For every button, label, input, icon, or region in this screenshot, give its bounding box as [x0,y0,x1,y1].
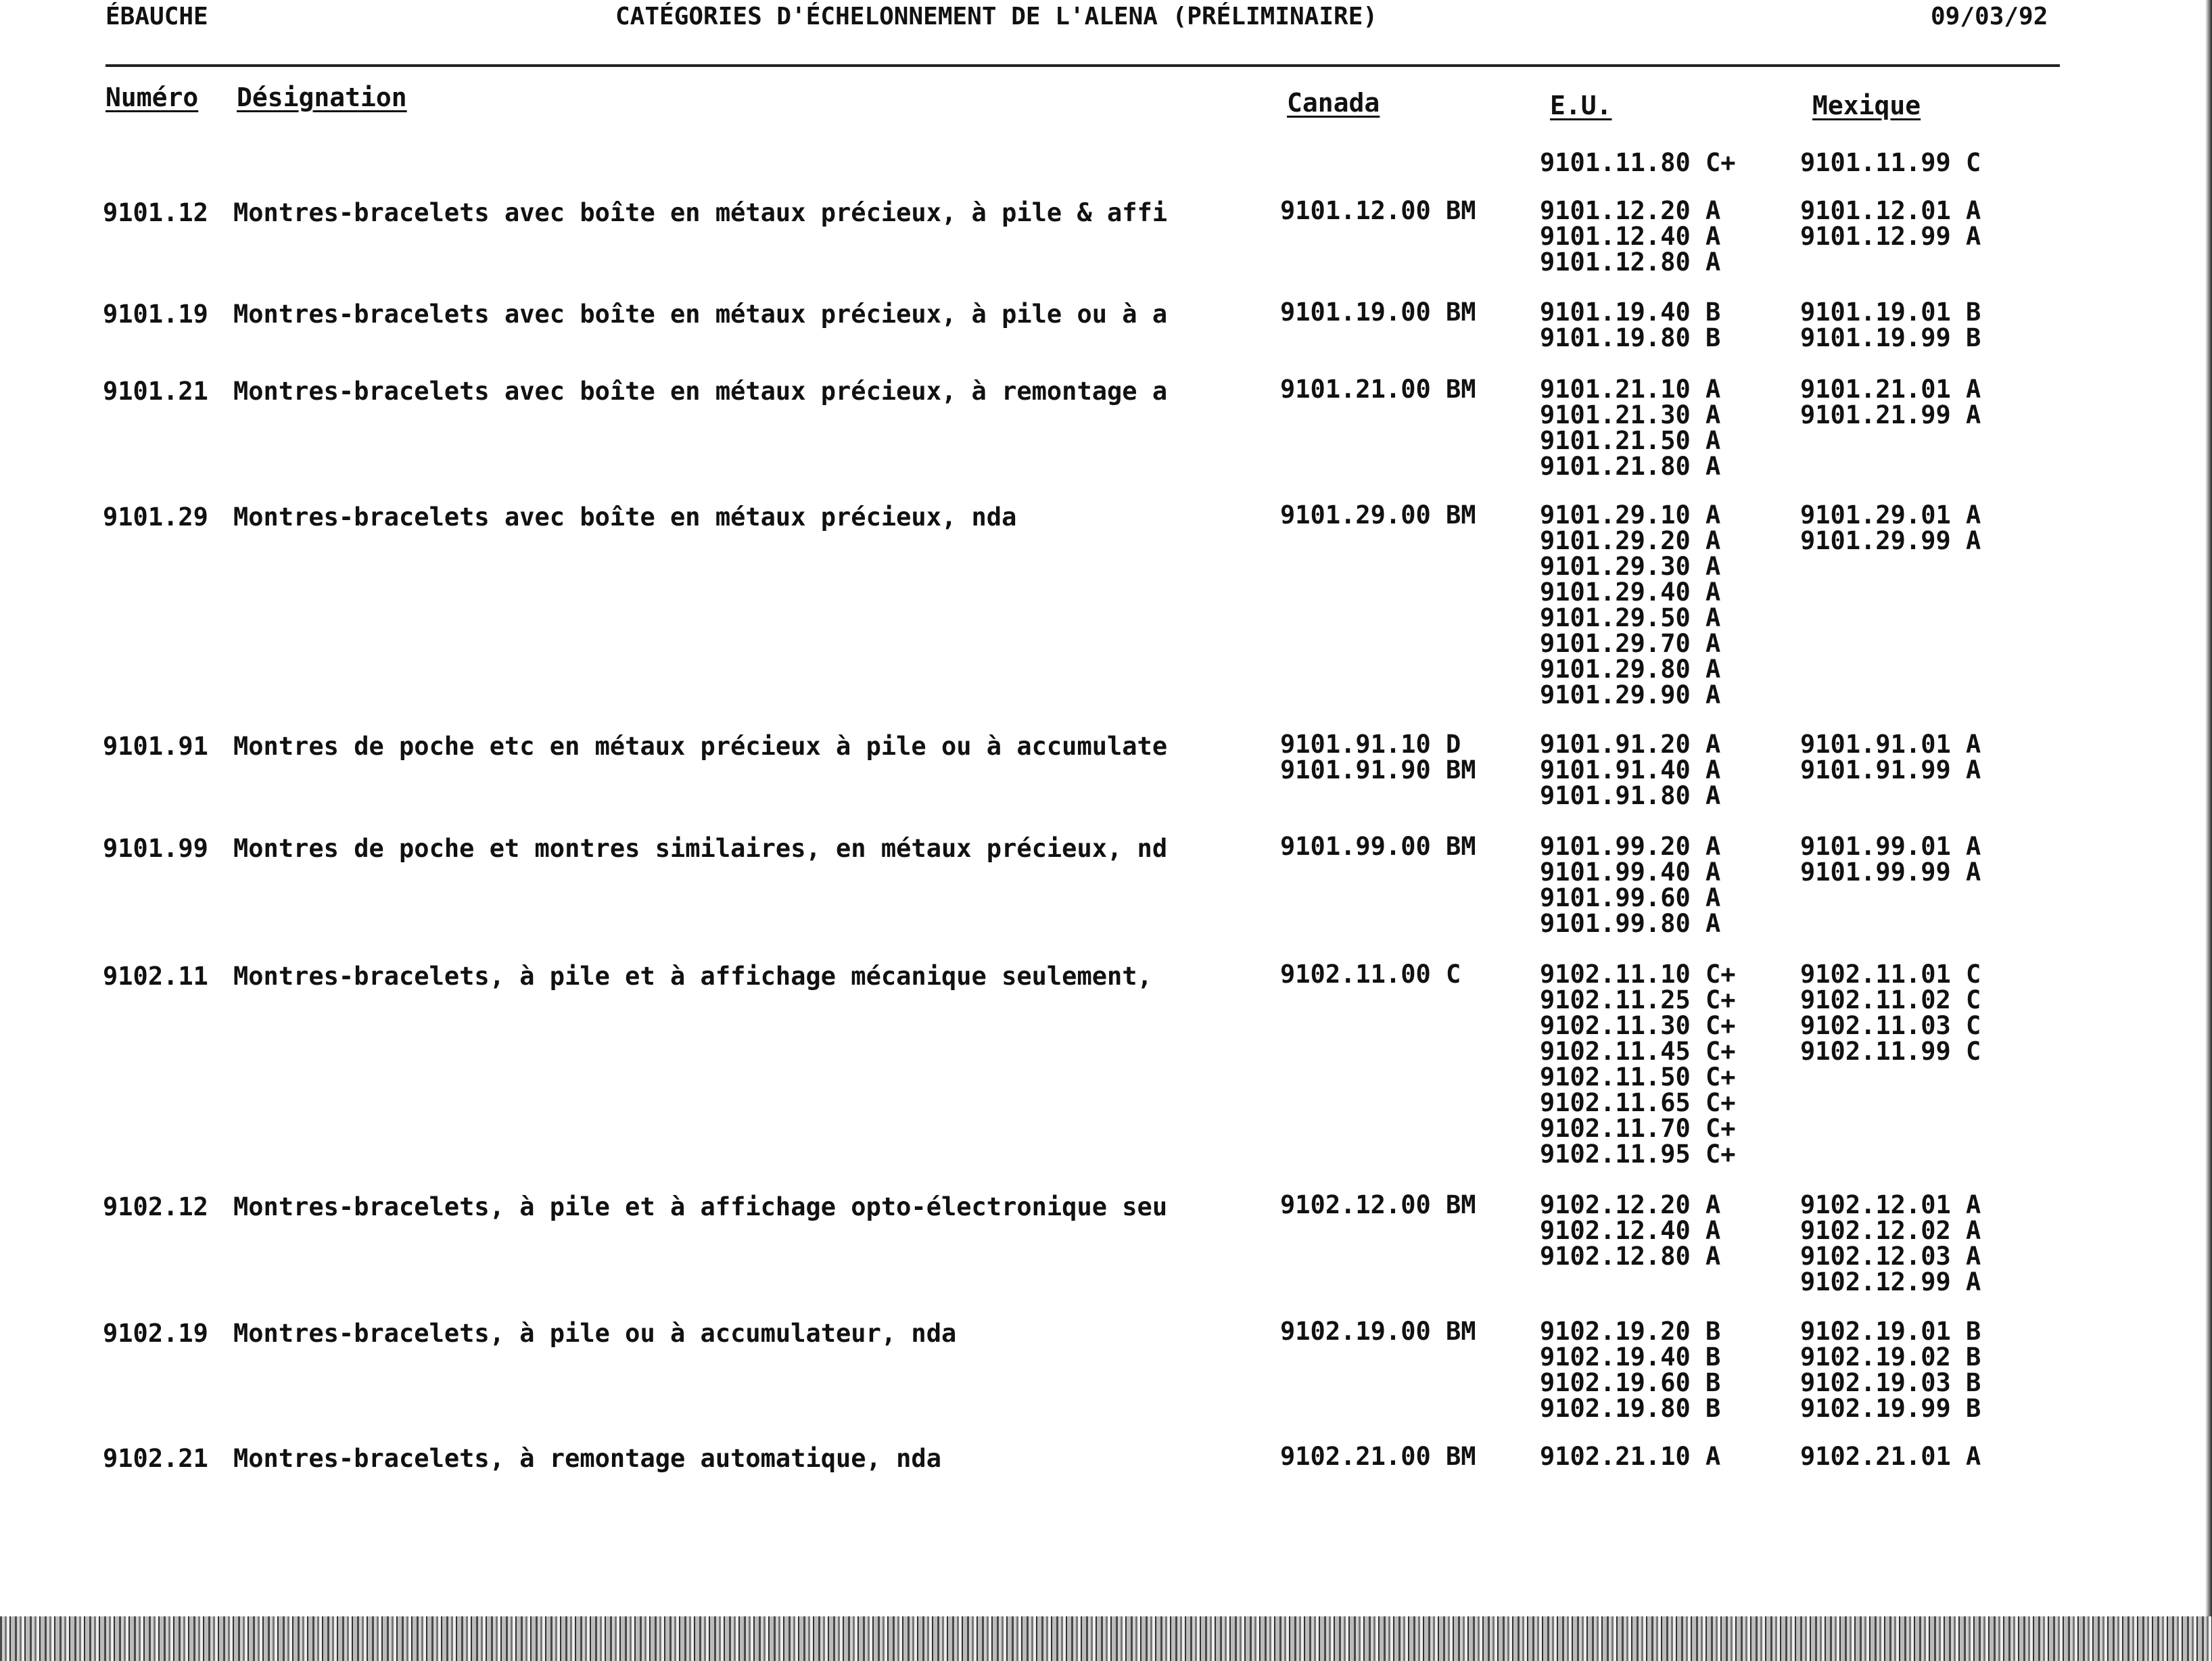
tariff-designation: Montres-bracelets avec boîte en métaux précieux, nda [233,502,1017,532]
staging-code: 9101.19.00 BM [1280,298,1476,327]
eu-codes [1540,300,1720,351]
staging-code: 9102.19.02 B [1800,1342,1981,1372]
staging-code: 9101.12.00 BM [1280,196,1476,225]
mexique-codes [1800,834,1981,885]
eu-codes [1540,198,1720,275]
staging-code: 9102.21.00 BM [1280,1442,1476,1471]
mexique-codes [1800,1319,1981,1422]
eu-codes [1540,732,1720,809]
eu-codes [1540,834,1720,937]
tariff-number: 9101.29 [103,502,208,532]
staging-code: 9101.29.50 A [1540,603,1721,632]
column-header-mexique: Mexique [1812,91,1921,120]
tariff-number: 9102.19 [103,1319,208,1348]
document-date: 09/03/92 [1931,3,2048,30]
tariff-number: 9102.11 [103,962,208,991]
staging-code: 9101.19.01 B [1800,298,1981,327]
mexique-codes [1800,377,1981,428]
staging-code: 9102.19.03 B [1800,1368,1981,1397]
staging-code: 9101.99.80 A [1540,909,1721,938]
staging-code: 9101.21.80 A [1540,452,1721,481]
staging-code: 9102.12.80 A [1540,1242,1721,1271]
staging-code: 9102.11.95 C+ [1540,1140,1736,1169]
tariff-number: 9101.19 [103,300,208,329]
staging-code: 9102.19.01 B [1800,1317,1981,1346]
staging-code: 9101.91.10 D [1280,730,1461,759]
staging-code: 9102.19.40 B [1540,1342,1721,1372]
canada-codes [1280,1192,1476,1218]
staging-code: 9101.21.30 A [1540,400,1721,429]
staging-code: 9102.11.03 C [1800,1011,1981,1040]
tariff-number: 9102.12 [103,1192,208,1221]
staging-code: 9101.99.01 A [1800,832,1981,861]
canada-codes [1280,1319,1476,1344]
eu-codes [1540,502,1720,708]
staging-code: 9101.91.80 A [1540,781,1721,810]
staging-code: 9101.11.99 C [1800,148,1981,177]
staging-code: 9102.11.02 C [1800,985,1981,1014]
staging-code: 9101.12.99 A [1800,222,1981,251]
tariff-designation: Montres-bracelets, à pile et à affichage mécanique seulement, [233,962,1152,991]
eu-codes [1540,1444,1720,1470]
staging-code: 9102.11.99 C [1800,1037,1981,1066]
staging-code: 9101.21.01 A [1800,375,1981,404]
staging-code: 9102.11.65 C+ [1540,1088,1736,1117]
staging-code: 9102.12.20 A [1540,1190,1721,1219]
staging-code: 9102.11.10 C+ [1540,960,1736,989]
staging-code: 9101.19.80 B [1540,323,1721,352]
staging-code: 9101.91.99 A [1800,755,1981,785]
staging-code: 9101.29.20 A [1540,526,1721,555]
staging-code: 9101.91.40 A [1540,755,1721,785]
tariff-designation: Montres de poche etc en métaux précieux à pile ou à accumulate [233,732,1168,761]
staging-code: 9101.19.40 B [1540,298,1721,327]
staging-code: 9102.12.03 A [1800,1242,1981,1271]
tariff-designation: Montres-bracelets avec boîte en métaux précieux, à remontage a [233,377,1168,406]
staging-code: 9102.11.45 C+ [1540,1037,1736,1066]
canada-codes [1280,198,1476,224]
eu-codes [1540,377,1720,479]
staging-code: 9102.19.00 BM [1280,1317,1476,1346]
draft-label: ÉBAUCHE [105,3,208,30]
tariff-designation: Montres de poche et montres similaires, en métaux précieux, nd [233,834,1168,863]
staging-code: 9101.29.00 BM [1280,500,1476,530]
canada-codes [1280,300,1476,325]
staging-code: 9102.19.20 B [1540,1317,1721,1346]
staging-code: 9101.12.01 A [1800,196,1981,225]
eu-codes [1540,1192,1720,1269]
mexique-codes [1800,150,1981,176]
staging-code: 9102.12.99 A [1800,1267,1981,1296]
column-header-canada: Canada [1287,88,1380,118]
tariff-number: 9102.21 [103,1444,208,1473]
staging-code: 9102.12.02 A [1800,1216,1981,1245]
staging-code: 9101.21.99 A [1800,400,1981,429]
tariff-designation: Montres-bracelets, à remontage automatique, nda [233,1444,941,1473]
staging-code: 9101.91.20 A [1540,730,1721,759]
staging-code: 9101.91.90 BM [1280,755,1476,785]
staging-code: 9102.21.01 A [1800,1442,1981,1471]
staging-code: 9101.99.00 BM [1280,832,1476,861]
mexique-codes [1800,198,1981,250]
staging-code: 9102.11.50 C+ [1540,1062,1736,1092]
eu-codes [1540,150,1736,176]
staging-code: 9101.12.80 A [1540,248,1721,277]
scan-edge [2205,0,2212,1616]
mexique-codes [1800,1192,1981,1295]
staging-code: 9101.21.10 A [1540,375,1721,404]
tariff-designation: Montres-bracelets avec boîte en métaux précieux, à pile & affi [233,198,1168,227]
tariff-designation: Montres-bracelets avec boîte en métaux précieux, à pile ou à a [233,300,1168,329]
staging-code: 9102.12.00 BM [1280,1190,1476,1219]
mexique-codes [1800,732,1981,783]
staging-code: 9101.29.10 A [1540,500,1721,530]
staging-code: 9102.19.60 B [1540,1368,1721,1397]
tariff-number: 9101.21 [103,377,208,406]
eu-codes [1540,962,1736,1167]
staging-code: 9102.11.00 C [1280,960,1461,989]
staging-code: 9101.21.00 BM [1280,375,1476,404]
staging-code: 9101.29.01 A [1800,500,1981,530]
staging-code: 9102.19.99 B [1800,1394,1981,1423]
eu-codes [1540,1319,1720,1422]
staging-code: 9101.91.01 A [1800,730,1981,759]
staging-code: 9101.21.50 A [1540,426,1721,455]
staging-code: 9101.29.80 A [1540,655,1721,684]
document-title: CATÉGORIES D'ÉCHELONNEMENT DE L'ALENA (PRÉLIMINAIRE) [615,3,1378,30]
canada-codes [1280,1444,1476,1470]
staging-code: 9102.21.10 A [1540,1442,1721,1471]
canada-codes [1280,377,1476,402]
staging-code: 9101.12.40 A [1540,222,1721,251]
staging-code: 9101.99.60 A [1540,883,1721,912]
staging-code: 9101.11.80 C+ [1540,148,1736,177]
staging-code: 9102.11.70 C+ [1540,1114,1736,1143]
staging-code: 9102.11.01 C [1800,960,1981,989]
staging-code: 9101.99.20 A [1540,832,1721,861]
column-header-eu: E.U. [1550,91,1612,120]
staging-code: 9101.99.40 A [1540,858,1721,887]
staging-code: 9101.29.40 A [1540,578,1721,607]
tariff-number: 9101.91 [103,732,208,761]
scan-noise-band [0,1616,2212,1661]
canada-codes [1280,962,1461,987]
staging-code: 9102.11.30 C+ [1540,1011,1736,1040]
mexique-codes [1800,962,1981,1065]
column-header-numero: Numéro [105,83,199,112]
staging-code: 9101.29.30 A [1540,552,1721,581]
header-rule [105,64,2060,67]
mexique-codes [1800,502,1981,554]
mexique-codes [1800,300,1981,351]
staging-code: 9101.29.90 A [1540,680,1721,709]
staging-code: 9101.19.99 B [1800,323,1981,352]
tariff-number: 9101.12 [103,198,208,227]
canada-codes [1280,502,1476,528]
canada-codes [1280,834,1476,860]
staging-code: 9101.12.20 A [1540,196,1721,225]
staging-code: 9101.29.70 A [1540,629,1721,658]
staging-code: 9102.11.25 C+ [1540,985,1736,1014]
staging-code: 9102.12.01 A [1800,1190,1981,1219]
staging-code: 9102.19.80 B [1540,1394,1721,1423]
canada-codes [1280,732,1476,783]
staging-code: 9101.99.99 A [1800,858,1981,887]
tariff-designation: Montres-bracelets, à pile et à affichage opto-électronique seu [233,1192,1168,1221]
tariff-number: 9101.99 [103,834,208,863]
staging-code: 9102.12.40 A [1540,1216,1721,1245]
tariff-designation: Montres-bracelets, à pile ou à accumulateur, nda [233,1319,957,1348]
staging-code: 9101.29.99 A [1800,526,1981,555]
mexique-codes [1800,1444,1981,1470]
column-header-designation: Désignation [237,83,407,112]
